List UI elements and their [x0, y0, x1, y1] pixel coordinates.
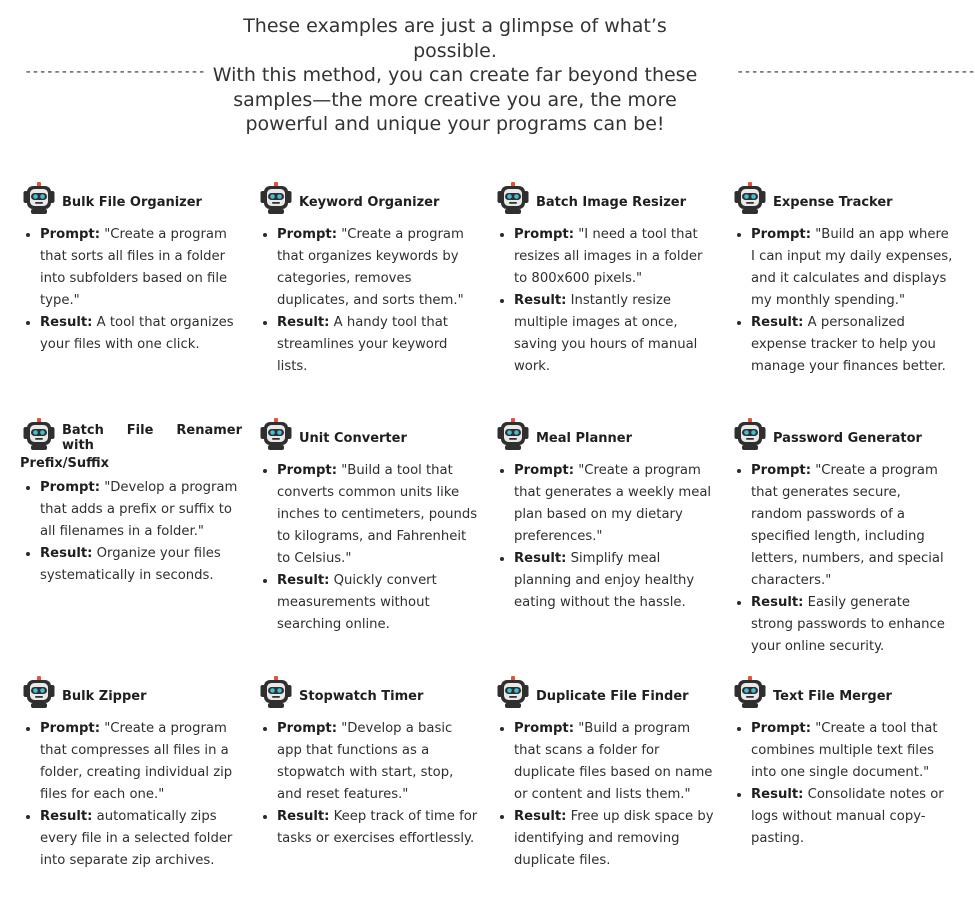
result-label: Result:	[751, 787, 804, 802]
prompt-text: "Create a program that generates secure, random passwords of a specified length, including letters, numbers, and special characters."	[751, 463, 944, 588]
prompt-item	[277, 718, 479, 806]
intro-line: With this method, you can create far beyond these	[212, 64, 698, 86]
result-item	[40, 312, 242, 356]
prompt-label: Prompt:	[277, 721, 337, 736]
result-item	[40, 543, 242, 587]
robot-icon	[259, 417, 293, 451]
result-item	[514, 548, 716, 614]
result-label: Result:	[277, 573, 330, 588]
robot-icon	[22, 181, 56, 215]
prompt-label: Prompt:	[277, 463, 337, 478]
card-expense-tracker	[735, 180, 953, 378]
robot-icon	[496, 675, 530, 709]
prompt-label: Prompt:	[40, 227, 100, 242]
result-item	[277, 312, 479, 378]
prompt-item	[40, 718, 242, 806]
robot-icon	[22, 417, 56, 451]
prompt-item	[277, 224, 479, 312]
divider-right: ---------------------------------	[736, 64, 975, 80]
result-text: Free up disk space by identifying and removing duplicate files.	[514, 809, 714, 868]
prompt-text: "Create a program that sorts all files in a folder into subfolders based on file type."	[40, 227, 228, 308]
card-batch-image-resizer	[498, 180, 716, 378]
intro-text	[200, 14, 710, 137]
prompt-item	[751, 224, 953, 312]
result-label: Result:	[514, 293, 567, 308]
intro-line: samples—the more creative you are, the more	[233, 88, 677, 111]
card-title: Bulk Zipper	[62, 688, 147, 704]
result-text: A personalized expense tracker to help you manage your finances better.	[751, 315, 946, 374]
card-title: Unit Converter	[299, 430, 407, 446]
card-meal-planner	[498, 416, 716, 614]
result-text: Instantly resize multiple images at once, saving you hours of manual work.	[514, 293, 698, 374]
card-title-continued: Prefix/Suffix	[20, 456, 110, 471]
robot-icon	[496, 417, 530, 451]
prompt-text: "Create a program that generates a weekly meal plan based on my dietary preferences."	[514, 463, 712, 544]
card-stopwatch-timer	[261, 674, 479, 850]
card-bulk-zipper	[24, 674, 242, 872]
result-text: Simplify meal planning and enjoy healthy eating without the hassle.	[514, 551, 695, 610]
result-text: A tool that organizes your files with one click.	[40, 315, 234, 352]
prompt-item	[751, 718, 953, 784]
card-bulk-file-organizer	[24, 180, 242, 356]
card-title: Batch File Renamer with	[62, 423, 242, 453]
prompt-label: Prompt:	[514, 227, 574, 242]
intro-header	[0, 14, 975, 135]
result-text: Easily generate strong passwords to enhance your online security.	[751, 595, 945, 654]
result-item	[277, 570, 479, 636]
result-label: Result:	[751, 315, 804, 330]
prompt-text: "Build a tool that converts common units like inches to centimeters, pounds to kilograms, and Fahrenheit to Celsius."	[277, 463, 478, 566]
prompt-text: "Create a tool that combines multiple text files into one single document."	[751, 721, 938, 780]
card-title: Batch Image Resizer	[536, 194, 687, 210]
prompt-label: Prompt:	[514, 721, 574, 736]
prompt-item	[514, 460, 716, 548]
prompt-label: Prompt:	[751, 721, 811, 736]
prompt-label: Prompt:	[751, 227, 811, 242]
intro-line: powerful and unique your programs can be!	[245, 113, 665, 135]
result-text: Organize your files systematically in seconds.	[40, 546, 221, 583]
card-title: Duplicate File Finder	[536, 688, 689, 704]
robot-icon	[259, 181, 293, 215]
card-keyword-organizer	[261, 180, 479, 378]
prompt-text: "Create a program that organizes keywords by categories, removes duplicates, and sorts them."	[277, 227, 464, 308]
prompt-item	[514, 224, 716, 290]
prompt-label: Prompt:	[40, 721, 100, 736]
card-title: Text File Merger	[773, 688, 892, 704]
robot-icon	[733, 417, 767, 451]
robot-icon	[259, 675, 293, 709]
result-text: Consolidate notes or logs without manual copy-pasting.	[751, 787, 944, 846]
robot-icon	[22, 675, 56, 709]
result-text: Keep track of time for tasks or exercises effortlessly.	[277, 809, 478, 846]
result-item	[277, 806, 479, 850]
result-item	[751, 592, 953, 658]
prompt-item	[40, 224, 242, 312]
card-title: Keyword Organizer	[299, 194, 440, 210]
card-batch-file-renamer	[20, 416, 242, 587]
result-label: Result:	[277, 809, 330, 824]
result-label: Result:	[277, 315, 330, 330]
card-duplicate-file-finder	[498, 674, 716, 872]
prompt-text: "I need a tool that resizes all images in a folder to 800x600 pixels."	[514, 227, 703, 286]
result-label: Result:	[40, 546, 93, 561]
result-item	[40, 806, 242, 872]
result-label: Result:	[40, 315, 93, 330]
card-title: Meal Planner	[536, 430, 633, 446]
prompt-text: "Create a program that compresses all files in a folder, creating individual zip files for each one."	[40, 721, 233, 802]
prompt-text: "Develop a program that adds a prefix or suffix to all filenames in a folder."	[40, 480, 238, 539]
result-label: Result:	[514, 809, 567, 824]
prompt-label: Prompt:	[277, 227, 337, 242]
robot-icon	[733, 675, 767, 709]
prompt-text: "Develop a basic app that functions as a stopwatch with start, stop, and reset features."	[277, 721, 454, 802]
result-text: A handy tool that streamlines your keyword lists.	[277, 315, 448, 374]
prompt-text: "Build a program that scans a folder for duplicate files based on name or content and lists them."	[514, 721, 713, 802]
result-item	[514, 290, 716, 378]
prompt-label: Prompt:	[514, 463, 574, 478]
prompt-item	[751, 460, 953, 592]
prompt-label: Prompt:	[751, 463, 811, 478]
intro-line: These examples are just a glimpse of what’s possible.	[243, 15, 667, 62]
prompt-item	[277, 460, 479, 570]
card-unit-converter	[261, 416, 479, 636]
result-text: Quickly convert measurements without searching online.	[277, 573, 437, 632]
result-text: automatically zips every file in a selected folder into separate zip archives.	[40, 809, 233, 868]
prompt-text: "Build an app where I can input my daily expenses, and it calculates and displays my monthly spending."	[751, 227, 953, 308]
result-item	[751, 784, 953, 850]
robot-icon	[496, 181, 530, 215]
divider-left: -------------------------	[24, 64, 205, 80]
prompt-item	[40, 477, 242, 543]
card-title: Stopwatch Timer	[299, 688, 424, 704]
prompt-label: Prompt:	[40, 480, 100, 495]
result-label: Result:	[40, 809, 93, 824]
robot-icon	[733, 181, 767, 215]
prompt-item	[514, 718, 716, 806]
result-label: Result:	[514, 551, 567, 566]
result-item	[751, 312, 953, 378]
card-title: Bulk File Organizer	[62, 194, 202, 210]
card-password-generator	[735, 416, 953, 658]
result-label: Result:	[751, 595, 804, 610]
card-title: Expense Tracker	[773, 194, 893, 210]
card-text-file-merger	[735, 674, 953, 850]
result-item	[514, 806, 716, 872]
card-title: Password Generator	[773, 430, 922, 446]
